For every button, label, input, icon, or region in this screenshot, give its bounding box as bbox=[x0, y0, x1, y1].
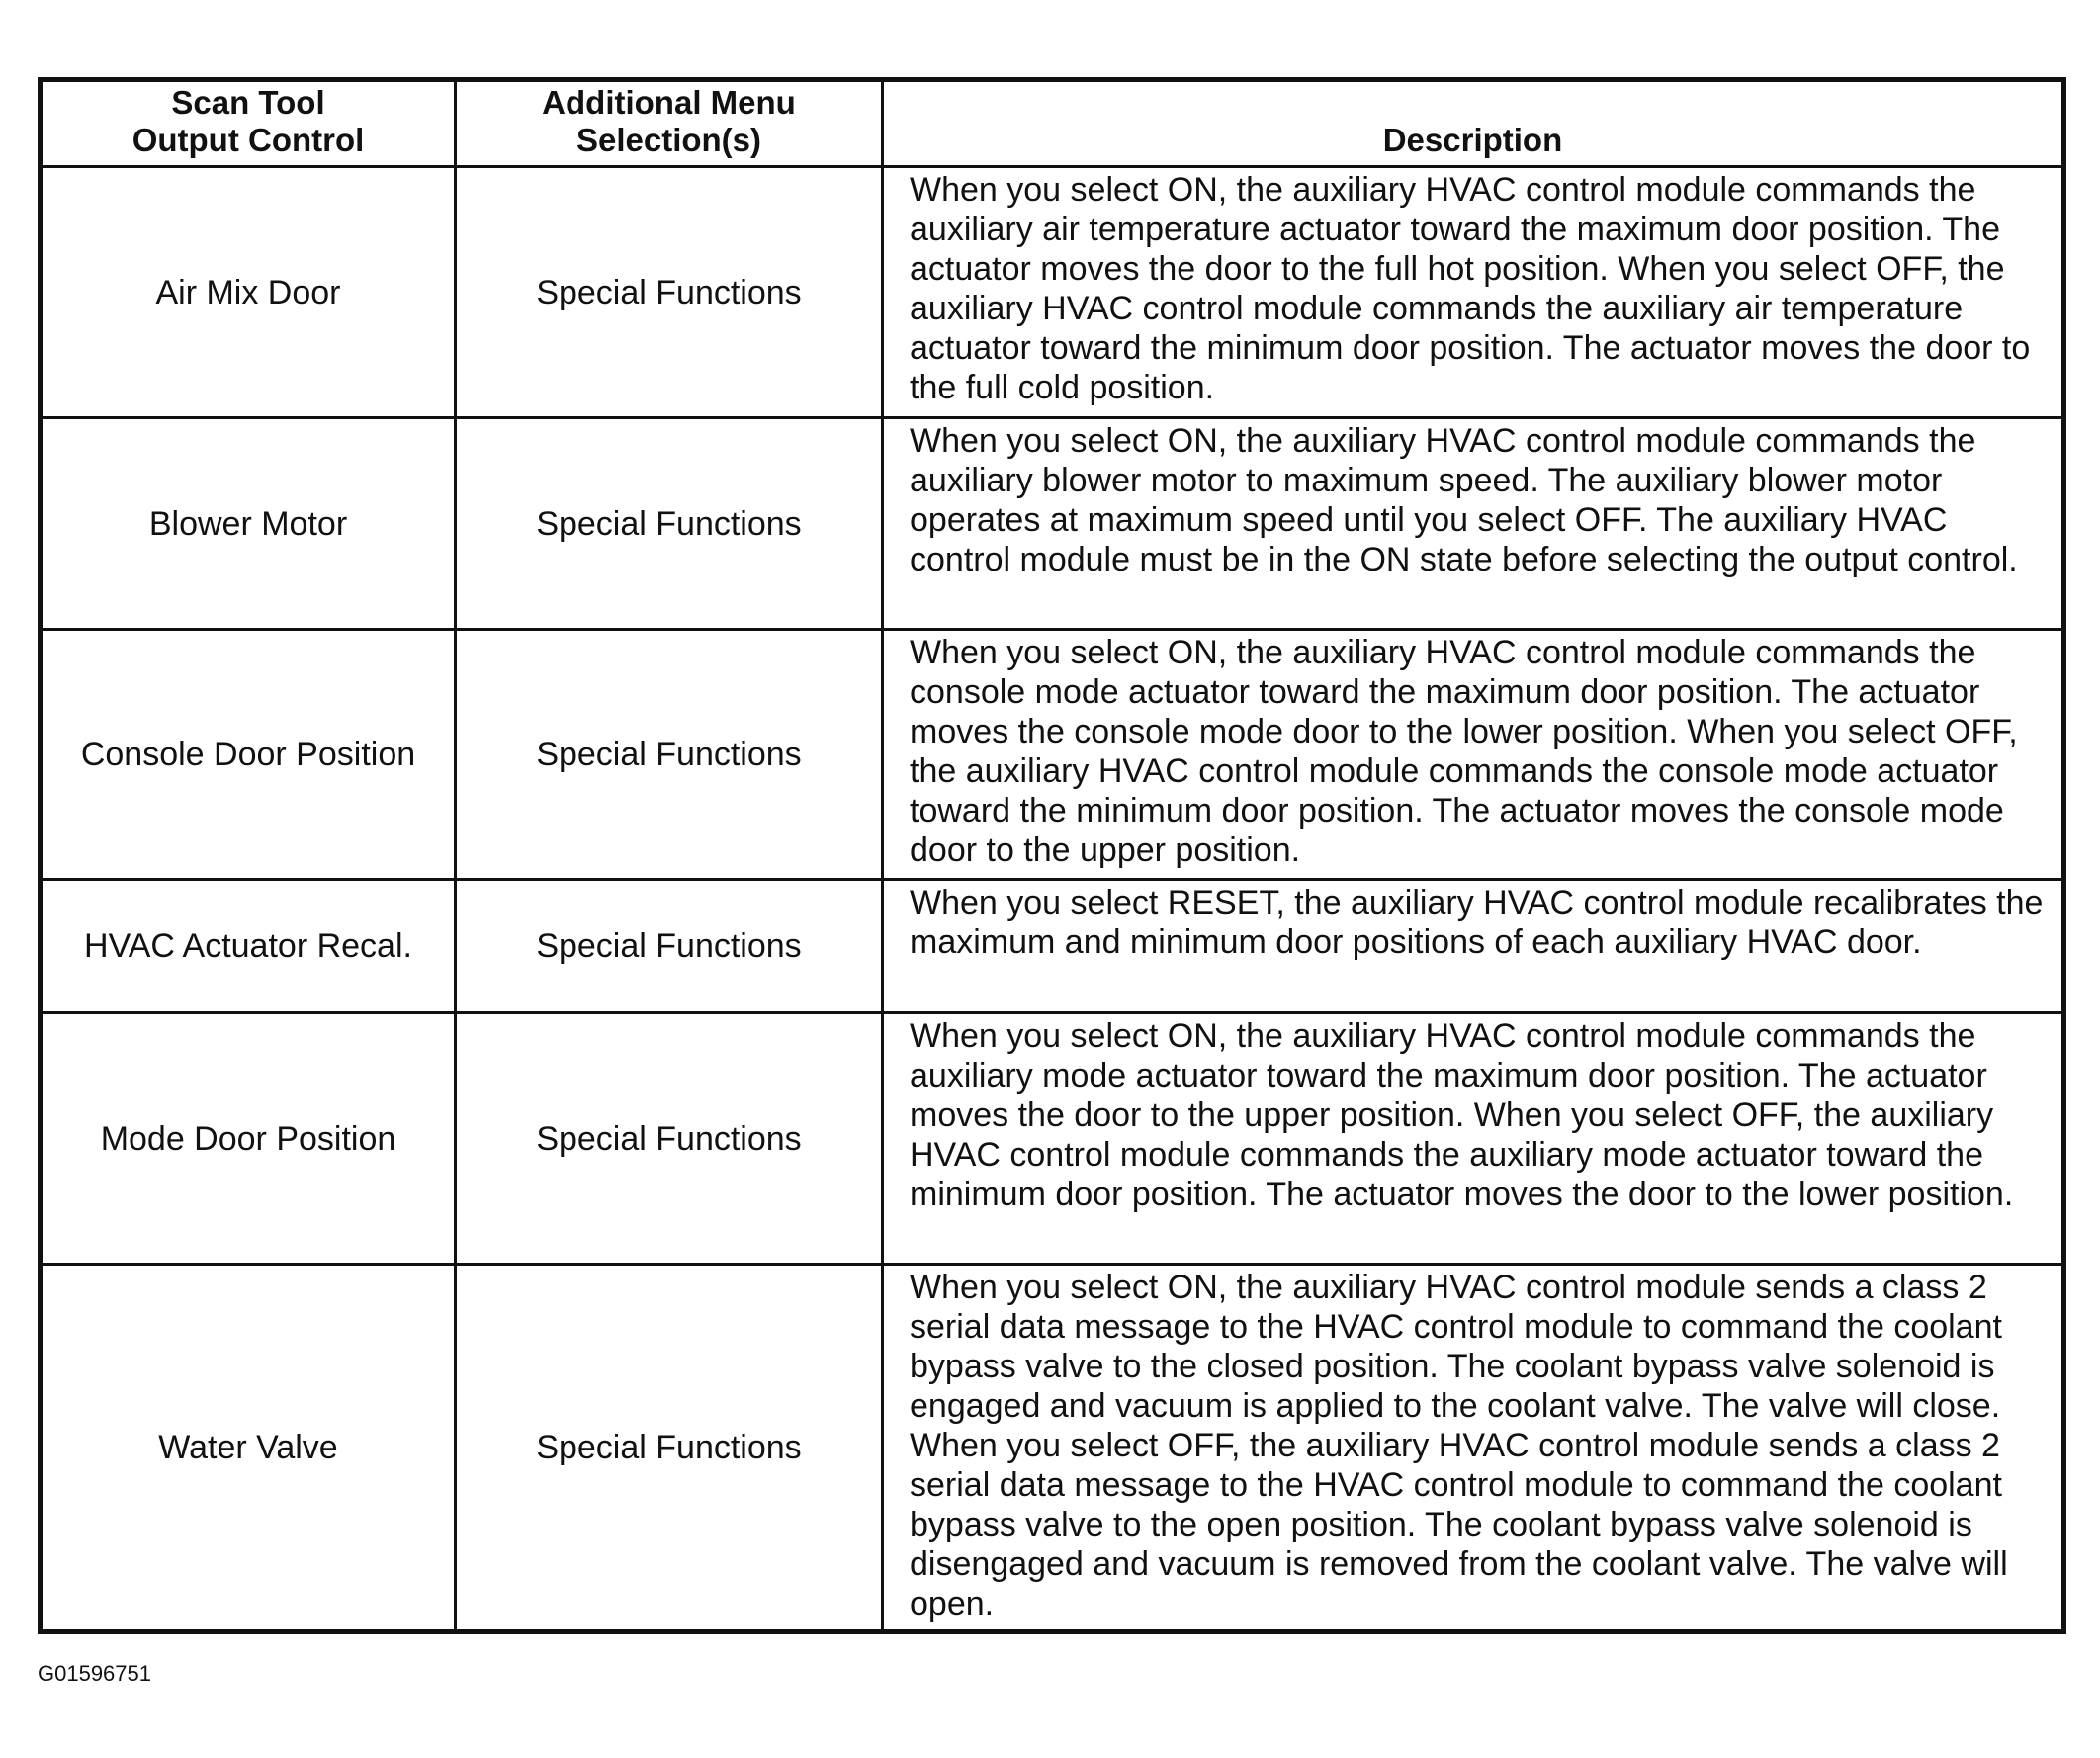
header-control-line1: Scan Tool bbox=[171, 84, 325, 121]
cell-output-control: Console Door Position bbox=[41, 630, 456, 880]
header-additional-menu-selections bbox=[456, 80, 883, 167]
table-row bbox=[41, 1265, 2064, 1632]
header-control-line2: Output Control bbox=[131, 122, 365, 158]
cell-output-control: Mode Door Position bbox=[41, 1013, 456, 1265]
table-header-row bbox=[41, 80, 2064, 167]
cell-menu-selection: Special Functions bbox=[456, 630, 883, 880]
cell-description: When you select ON, the auxiliary HVAC control module commands the console mode actuator toward the maximum door position. The actuator moves the console mode door to the lower position. When you select OFF, the auxiliary HVAC control module commands the console mode actuator toward the minimum door position. The actuator moves the console mode door to the upper position. bbox=[883, 630, 2064, 880]
cell-menu-selection: Special Functions bbox=[456, 1013, 883, 1265]
output-control-table bbox=[38, 77, 2066, 1634]
header-menu-line2: Selection(s) bbox=[575, 122, 762, 158]
header-description: Description bbox=[883, 80, 2064, 167]
cell-output-control: HVAC Actuator Recal. bbox=[41, 880, 456, 1013]
table-row bbox=[41, 1013, 2064, 1265]
cell-menu-selection: Special Functions bbox=[456, 880, 883, 1013]
table-row bbox=[41, 880, 2064, 1013]
cell-output-control: Air Mix Door bbox=[41, 167, 456, 418]
cell-menu-selection: Special Functions bbox=[456, 418, 883, 630]
header-menu-line1: Additional Menu bbox=[542, 84, 796, 121]
cell-menu-selection: Special Functions bbox=[456, 1265, 883, 1632]
figure-id: G01596751 bbox=[38, 1661, 151, 1686]
cell-menu-selection: Special Functions bbox=[456, 167, 883, 418]
table-row bbox=[41, 418, 2064, 630]
cell-output-control: Water Valve bbox=[41, 1265, 456, 1632]
table-row bbox=[41, 630, 2064, 880]
cell-description: When you select RESET, the auxiliary HVAC control module recalibrates the maximum and minimum door positions of each auxiliary HVAC door. bbox=[883, 880, 2064, 1013]
header-scan-tool-output-control bbox=[41, 80, 456, 167]
cell-description: When you select ON, the auxiliary HVAC control module commands the auxiliary mode actuator toward the maximum door position. The actuator moves the door to the upper position. When you select OFF, the auxiliary HVAC control module commands the auxiliary mode actuator toward the minimum door position. The actuator moves the door to the lower position. bbox=[883, 1013, 2064, 1265]
cell-output-control: Blower Motor bbox=[41, 418, 456, 630]
cell-description: When you select ON, the auxiliary HVAC control module sends a class 2 serial data message to the HVAC control module to command the coolant bypass valve to the closed position. The coolant bypass valve solenoid is engaged and vacuum is applied to the coolant valve. The valve will close. When you select OFF, the auxiliary HVAC control module sends a class 2 serial data message to the HVAC control module to command the coolant bypass valve to the open position. The coolant bypass valve solenoid is disengaged and vacuum is removed from the coolant valve. The valve will open. bbox=[883, 1265, 2064, 1632]
cell-description: When you select ON, the auxiliary HVAC control module commands the auxiliary blower motor to maximum speed. The auxiliary blower motor operates at maximum speed until you select OFF. The auxiliary HVAC control module must be in the ON state before selecting the output control. bbox=[883, 418, 2064, 630]
table-row bbox=[41, 167, 2064, 418]
cell-description: When you select ON, the auxiliary HVAC control module commands the auxiliary air temperature actuator toward the maximum door position. The actuator moves the door to the full hot position. When you select OFF, the auxiliary HVAC control module commands the auxiliary air temperature actuator toward the minimum door position. The actuator moves the door to the full cold position. bbox=[883, 167, 2064, 418]
